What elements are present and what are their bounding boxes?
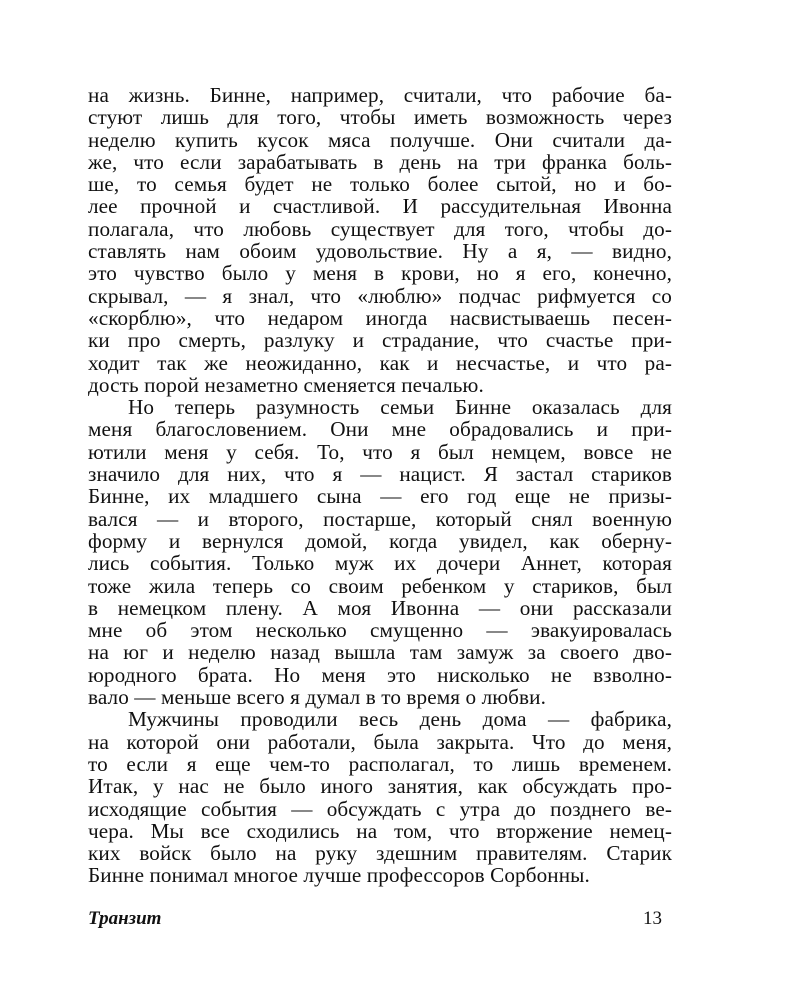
text-line: скрывал, — я знал, что «люблю» подчас рифмуется со: [88, 283, 672, 308]
text-line: ставлять нам обоим удовольствие. Ну а я, — видно,: [88, 239, 672, 264]
text-line: стуют лишь для того, чтобы иметь возможность через: [88, 105, 672, 130]
running-title: Транзит: [88, 908, 162, 929]
text-line: исходящие события — обсуждать с утра до позднего ве-: [88, 796, 672, 821]
text-line: тоже жила теперь со своим ребенком у стариков, был: [88, 573, 672, 598]
text-line: Итак, у нас не было иного занятия, как обсуждать про-: [88, 774, 672, 799]
text-line: «скорблю», что недаром иногда насвистываешь песен-: [88, 305, 672, 330]
page-number: 13: [643, 908, 662, 929]
text-line: ше, то семья будет не только более сытой, но и бо-: [88, 172, 672, 197]
paragraph: [88, 396, 672, 708]
text-line: то если я еще чем-то располагал, то лишь временем.: [88, 751, 672, 776]
text-line: дость порой незаметно сменяется печалью.: [88, 372, 484, 397]
text-line: ки про смерть, разлуку и страдание, что счастье при-: [88, 328, 672, 353]
body-text: [88, 84, 672, 887]
paragraph: [88, 84, 672, 396]
text-line: форму и вернулся домой, когда увидел, как оберну-: [88, 528, 672, 553]
text-line: ютили меня у себя. То, что я был немцем, вовсе не: [88, 439, 672, 464]
text-line: вался — и второго, постарше, который снял военную: [88, 506, 672, 531]
text-line: ких войск было на руку здешним правителям. Старик: [88, 841, 672, 866]
paragraph: [88, 708, 672, 886]
text-line: ходит так же неожиданно, как и несчастье, и что ра-: [88, 350, 672, 375]
text-line: Бинне понимал многое лучше профессоров Сорбонны.: [88, 863, 590, 888]
text-line: значило для них, что я — нацист. Я застал стариков: [88, 462, 672, 487]
text-line: на которой они работали, была закрыта. Что до меня,: [88, 729, 672, 754]
text-line: полагала, что любовь существует для того, чтобы до-: [88, 216, 672, 241]
text-line: меня благословением. Они мне обрадовались и при-: [88, 417, 672, 442]
text-line: юродного брата. Но меня это нисколько не взволно-: [88, 662, 672, 687]
text-line: вало — меньше всего я думал в то время о любви.: [88, 685, 546, 710]
page-footer: [88, 908, 672, 932]
text-line: мне об этом несколько смущенно — эвакуировалась: [88, 618, 672, 643]
text-line: лись события. Только муж их дочери Аннет, которая: [88, 551, 672, 576]
text-line: на жизнь. Бинне, например, считали, что рабочие ба-: [88, 83, 672, 107]
text-line: в немецком плену. А моя Ивонна — они рассказали: [88, 595, 672, 620]
text-line: это чувство было у меня в крови, но я его, конечно,: [88, 261, 672, 286]
text-line: Мужчины проводили весь день дома — фабрика,: [128, 707, 672, 732]
text-line: неделю купить кусок мяса получше. Они считали да-: [88, 127, 672, 152]
text-line: Бинне, их младшего сына — его год еще не призы-: [88, 484, 672, 509]
text-line: же, что если зарабатывать в день на три франка боль-: [88, 149, 672, 174]
text-line: чера. Мы все сходились на том, что вторжение немец-: [88, 818, 672, 843]
text-line: на юг и неделю назад вышла там замуж за своего дво-: [88, 640, 672, 665]
text-line: лее прочной и счастливой. И рассудительная Ивонна: [88, 194, 672, 219]
text-line: Но теперь разумность семьи Бинне оказалась для: [128, 395, 672, 420]
